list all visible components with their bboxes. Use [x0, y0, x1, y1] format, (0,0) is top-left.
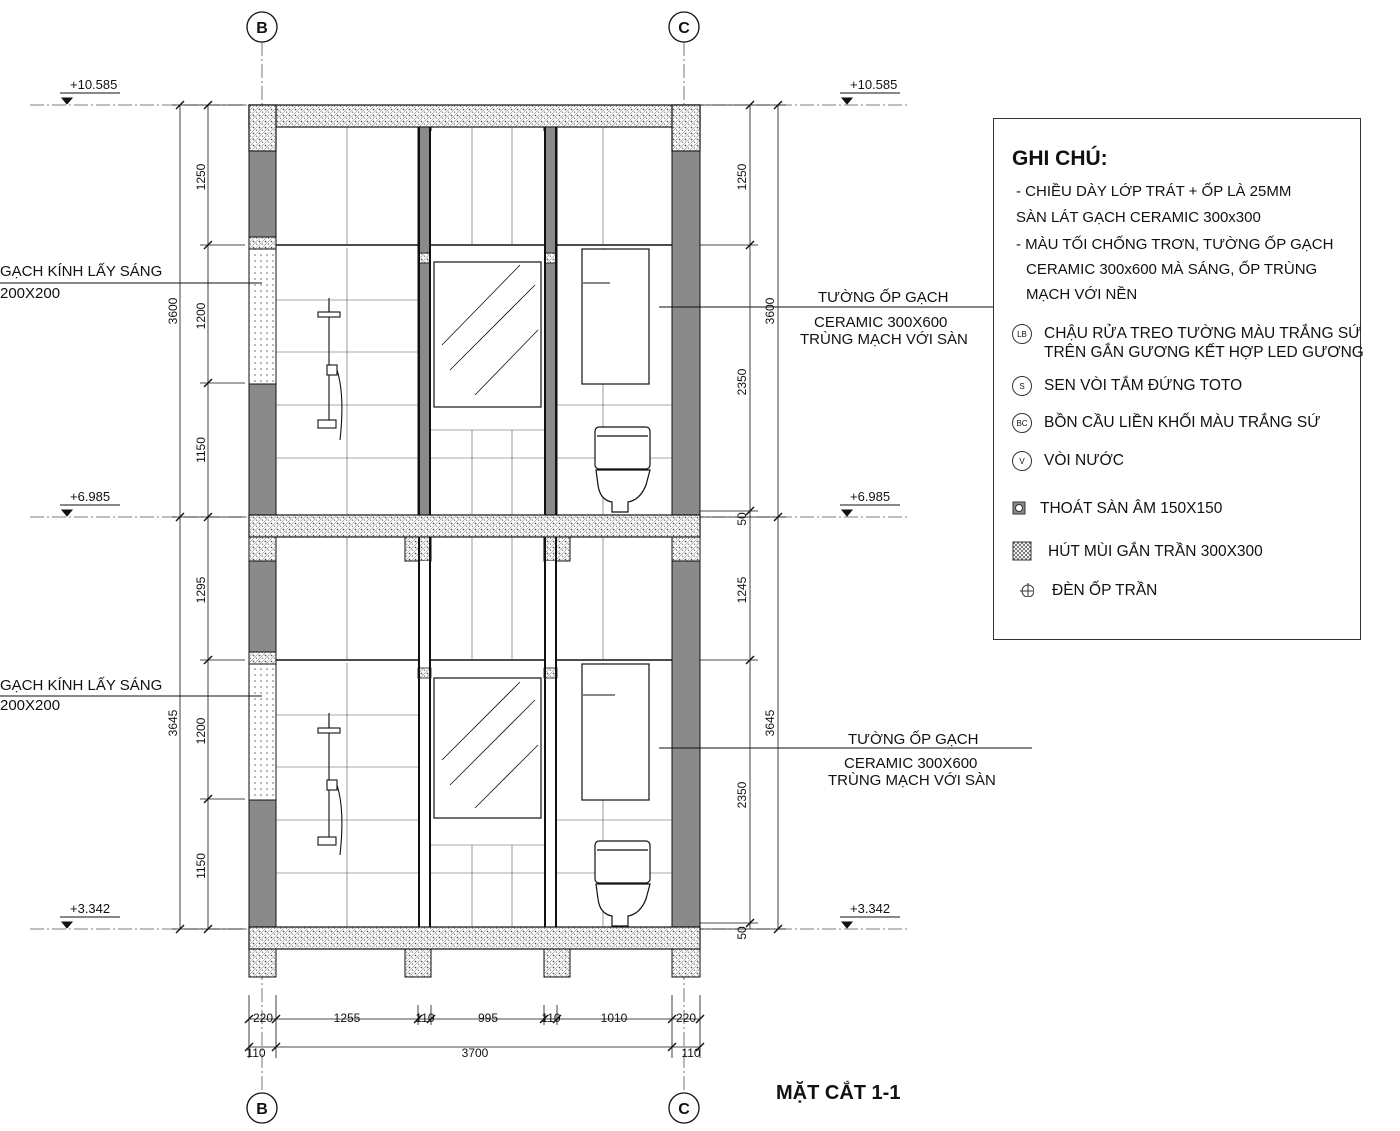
glass-brick-size-2: 200X200 — [0, 697, 61, 714]
dim-left-1200b: 1200 — [194, 717, 208, 745]
s-symbol-icon: S — [1012, 376, 1032, 396]
tile-label-lower-3: TRÙNG MẠCH VỚI SÀN — [828, 772, 996, 789]
tile-label-upper-2: CERAMIC 300X600 — [814, 314, 948, 331]
dim-bottom-110-right: 110 — [681, 1046, 701, 1060]
dim-bottom-995: 995 — [477, 1011, 499, 1025]
glass-brick-label-2: GẠCH KÍNH LẤY SÁNG — [0, 677, 163, 694]
exhaust-fan-icon — [1012, 541, 1032, 561]
tile-label-upper-1: TƯỜNG ỐP GẠCH — [818, 289, 949, 306]
dim-right-2350b: 2350 — [735, 781, 749, 809]
dim-left-3600: 3600 — [166, 297, 180, 325]
legend-item-bc — [1012, 413, 1321, 433]
legend-item-floor-drain-label: THOÁT SÀN ÂM 150X150 — [1040, 500, 1223, 517]
dim-left-3645: 3645 — [166, 709, 180, 737]
dim-right-3600: 3600 — [763, 297, 777, 325]
grid-bubble-b-top — [247, 12, 277, 42]
grid-bubble-c-bottom — [669, 1093, 699, 1123]
shower-upper — [318, 298, 342, 440]
dim-bottom-110-left: 110 — [246, 1046, 266, 1060]
svg-text:B: B — [256, 1101, 268, 1118]
legend-item-s-label: SEN VÒI TẮM ĐỨNG TOTO — [1044, 377, 1243, 394]
glass-brick-label-1: GẠCH KÍNH LẤY SÁNG — [0, 263, 163, 280]
legend-item-floor-drain — [1012, 499, 1222, 518]
v-symbol-icon: V — [1012, 451, 1032, 471]
level-mid-left: +6.985 — [70, 489, 111, 504]
floor-drain-icon — [1012, 501, 1026, 515]
legend-item-v-label: VÒI NƯỚC — [1044, 452, 1124, 469]
dim-bottom-1255: 1255 — [333, 1011, 361, 1025]
legend-item-light-label: ĐÈN ỐP TRẦN — [1052, 582, 1158, 599]
level-top-left: +10.585 — [70, 77, 118, 92]
legend-item-s — [1012, 376, 1242, 396]
legend-item-v — [1012, 451, 1124, 471]
legend-note-2: SÀN LÁT GẠCH CERAMIC 300x300 — [1016, 209, 1261, 226]
grid-bubble-c-top — [669, 12, 699, 42]
legend-note-5: MẠCH VỚI NỀN — [1026, 286, 1138, 303]
dim-bottom-3700: 3700 — [461, 1046, 489, 1060]
grid-bubble-b-bottom — [247, 1093, 277, 1123]
dim-bottom-110-a: 110 — [415, 1011, 435, 1025]
lb-symbol-icon: LB — [1012, 324, 1032, 344]
legend-item-lb-line2: TRÊN GẮN GƯƠNG KẾT HỢP LED GƯƠNG — [1044, 344, 1364, 361]
legend-item-light — [1012, 581, 1157, 600]
dim-right-1245: 1245 — [735, 576, 749, 604]
tile-label-upper-3: TRÙNG MẠCH VỚI SÀN — [800, 331, 968, 348]
dim-bottom-220-right: 220 — [675, 1011, 697, 1025]
section-title: MẶT CẮT 1-1 — [776, 1082, 901, 1104]
legend-item-exhaust-label: HÚT MÙI GẮN TRẦN 300X300 — [1048, 543, 1263, 560]
legend-item-lb — [1012, 324, 1364, 362]
dim-bottom-1010: 1010 — [600, 1011, 628, 1025]
level-mid-right: +6.985 — [850, 489, 891, 504]
legend-item-lb-line1: CHẬU RỬA TREO TƯỜNG MÀU TRẮNG SỨ — [1044, 325, 1362, 342]
legend-item-bc-label: BỒN CẦU LIỀN KHỐI MÀU TRẮNG SỨ — [1044, 414, 1321, 431]
shower-lower — [318, 713, 342, 855]
legend-note-1: - CHIỀU DÀY LỚP TRÁT + ỐP LÀ 25MM — [1016, 183, 1292, 200]
dim-right-50b: 50 — [735, 926, 749, 940]
bc-symbol-icon: BC — [1012, 413, 1032, 433]
dim-bottom-110-b: 110 — [541, 1011, 561, 1025]
dim-left-1150: 1150 — [194, 437, 208, 463]
dim-right-3645: 3645 — [763, 709, 777, 737]
glass-brick-size-1: 200X200 — [0, 285, 61, 302]
level-bottom-left: +3.342 — [70, 901, 111, 916]
legend-item-exhaust — [1012, 542, 1263, 561]
tile-label-lower-1: TƯỜNG ỐP GẠCH — [848, 731, 979, 748]
level-bottom-right: +3.342 — [850, 901, 891, 916]
dim-right-2350: 2350 — [735, 368, 749, 396]
dim-left-1295: 1295 — [194, 576, 208, 604]
dim-left-1200: 1200 — [194, 302, 208, 330]
ceiling-light-icon — [1020, 583, 1034, 597]
legend-panel — [993, 118, 1364, 640]
dim-left-1250: 1250 — [194, 163, 208, 191]
level-top-right: +10.585 — [850, 77, 898, 92]
building-section — [249, 105, 700, 977]
dim-left-1150b: 1150 — [194, 853, 208, 879]
legend-note-3: - MÀU TỐI CHỐNG TRƠN, TƯỜNG ỐP GẠCH — [1016, 236, 1334, 253]
legend-note-4: CERAMIC 300x600 MÀ SÁNG, ỐP TRÙNG — [1026, 261, 1318, 278]
dim-right-50: 50 — [735, 512, 749, 526]
svg-text:B: B — [256, 20, 268, 37]
tile-label-lower-2: CERAMIC 300X600 — [844, 755, 978, 772]
svg-text:C: C — [678, 20, 690, 37]
dim-bottom-220-left: 220 — [252, 1011, 274, 1025]
legend-title: GHI CHÚ: — [1012, 147, 1108, 170]
svg-text:C: C — [678, 1101, 690, 1118]
dim-right-1250: 1250 — [735, 163, 749, 191]
